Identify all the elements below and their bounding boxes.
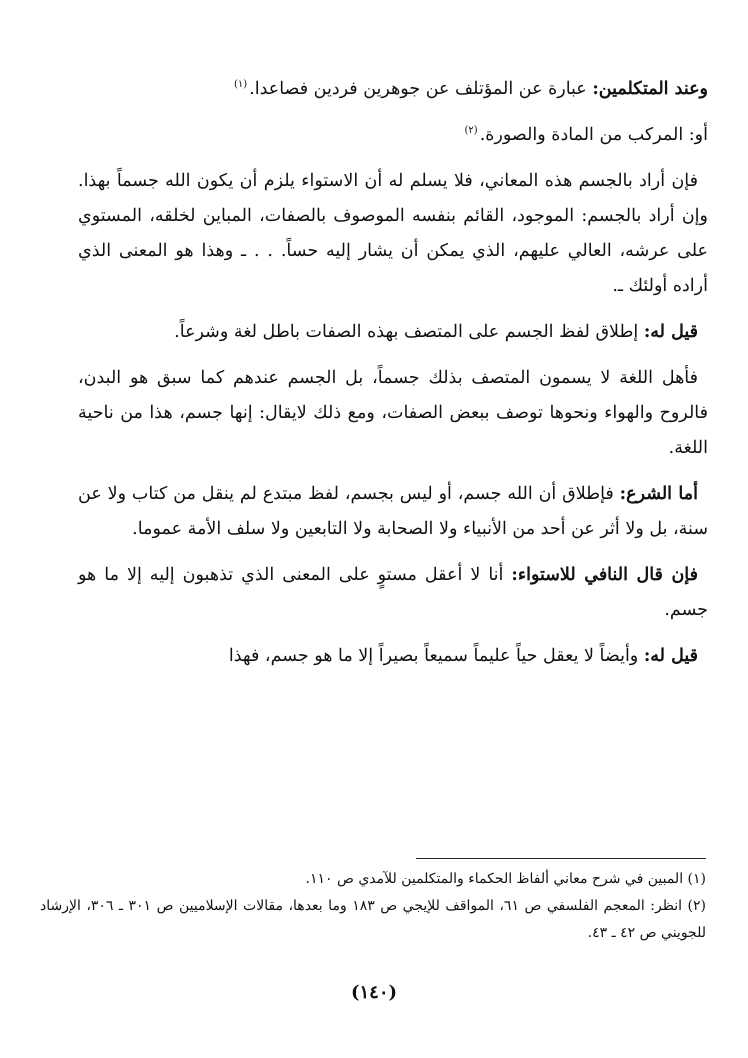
footnotes xyxy=(40,866,706,947)
main-text xyxy=(78,72,708,685)
footnote-2: (٢) انظر: المعجم الفلسفي ص ٦١، المواقف للإيجي ص ١٨٣ وما بعدها، مقالات الإسلاميين ص ٣٠١ ـ ٣٠٦، الإرشاد للجويني ص ٤٢ ـ ٤٣. xyxy=(40,898,706,941)
paragraph-text: أو: المركب من المادة والصورة. xyxy=(479,125,708,145)
paragraph-text: فأهل اللغة لا يسمون المتصف بذلك جسماً، بل الجسم عندهم كما سبق هو البدن، فالروح والهواء ونحوها توصف ببعض الصفات، ومع ذلك لايقال: إنها جسم، هذا من ناحية اللغة. xyxy=(78,368,708,458)
paragraph-2 xyxy=(78,118,708,153)
paragraph-3 xyxy=(78,164,708,304)
paragraph-lead: قيل له: xyxy=(643,646,698,666)
paragraph-text: فإطلاق أن الله جسم، أو ليس بجسم، لفظ مبتدع لم ينقل من كتاب ولا عن سنة، بل ولا أثر عن أحد من الأنبياء ولا الصحابة ولا التابعين ولا سلف الأمة عموما. xyxy=(78,484,708,539)
paragraph-8 xyxy=(78,639,708,674)
paragraph-text: وأيضاً لا يعقل حياً عليماً سميعاً بصيراً إلا ما هو جسم، فهذا xyxy=(228,646,644,666)
paragraph-7 xyxy=(78,558,708,628)
footnote-ref-1[interactable]: (١) xyxy=(233,79,248,91)
paragraph-6 xyxy=(78,477,708,547)
paragraph-text: فإن أراد بالجسم هذه المعاني، فلا يسلم له أن الاستواء يلزم أن يكون الله جسماً بهذا. وإن أراد بالجسم: الموجود، القائم بنفسه الموصوف بالصفات، المباين لخلقه، المستوي على عرشه، العالي عليهم، الذي يمكن أن يشار إليه حساً. . . ـ وهذا هو المعنى الذي أراده أولئك ـ. xyxy=(78,171,708,296)
footnote-divider xyxy=(416,858,706,859)
paragraph-lead: فإن قال النافي للاستواء: xyxy=(511,565,699,585)
footnote-ref-2[interactable]: (٢) xyxy=(464,125,478,137)
paragraph-lead: أما الشرع: xyxy=(619,484,698,504)
paragraph-5 xyxy=(78,361,708,466)
paragraph-text: إطلاق لفظ الجسم على المتصف بهذه الصفات باطل لغة وشرعاً. xyxy=(174,322,644,342)
page-number: (١٤٠) xyxy=(350,982,398,1003)
paragraph-text: عبارة عن المؤتلف عن جوهرين فردين فصاعدا. xyxy=(249,79,593,99)
paragraph-text: أنا لا أعقل مستوٍ على المعنى الذي تذهبون إليه إلا ما هو جسم. xyxy=(78,565,708,620)
paragraph-4 xyxy=(78,315,708,350)
footnote-1: (١) المبين في شرح معاني ألفاظ الحكماء والمتكلمين للآمدي ص ١١٠. xyxy=(305,871,706,887)
paragraph-lead: وعند المتكلمين: xyxy=(592,79,708,99)
paragraph-1 xyxy=(78,72,708,107)
paragraph-lead: قيل له: xyxy=(643,322,698,342)
